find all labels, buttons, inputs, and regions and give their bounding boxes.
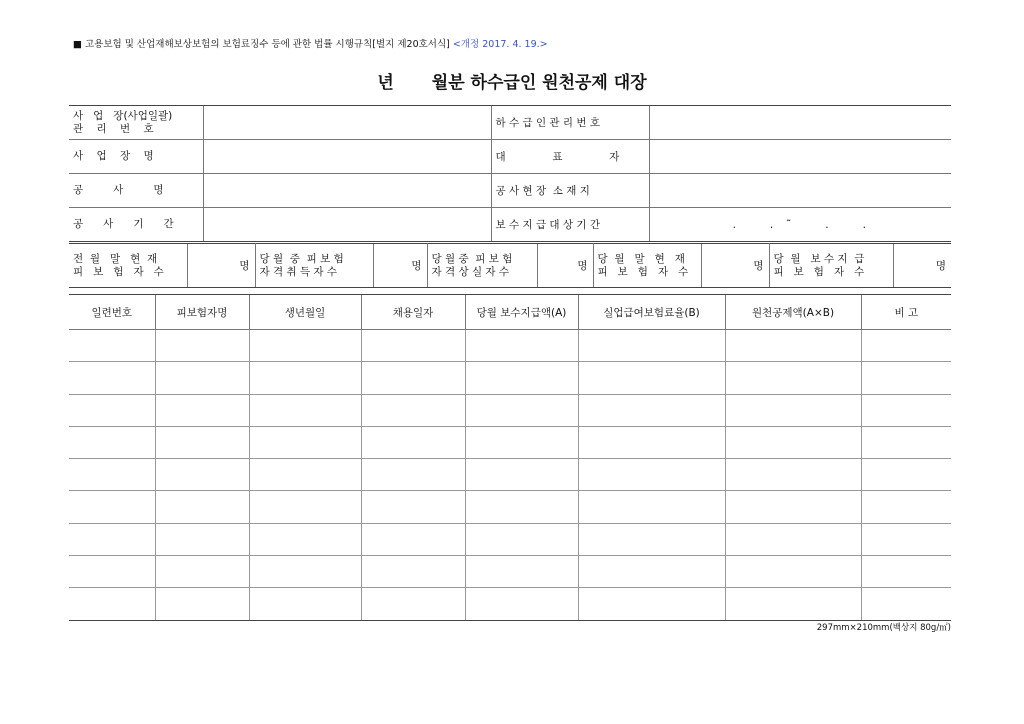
table-cell[interactable]: [361, 556, 465, 588]
site-location-field[interactable]: [649, 174, 951, 208]
acquired-insured-count[interactable]: 명: [373, 244, 427, 288]
table-cell[interactable]: [155, 362, 249, 394]
table-cell[interactable]: [725, 523, 861, 555]
table-cell[interactable]: [249, 588, 361, 620]
table-cell[interactable]: [155, 426, 249, 458]
table-cell[interactable]: [465, 523, 578, 555]
table-cell[interactable]: [69, 426, 155, 458]
table-cell[interactable]: [578, 362, 725, 394]
table-row: [69, 556, 951, 588]
table-row: [69, 459, 951, 491]
table-cell[interactable]: [465, 491, 578, 523]
table-cell[interactable]: [155, 491, 249, 523]
table-cell[interactable]: [578, 394, 725, 426]
construction-name-label: 공 사 명: [69, 174, 203, 208]
revision-date: <개정 2017. 4. 19.>: [452, 39, 548, 50]
table-cell[interactable]: [861, 362, 951, 394]
deduction-ledger-table: [69, 294, 951, 621]
month-end-insured-count[interactable]: 명: [701, 244, 769, 288]
table-row: [69, 394, 951, 426]
table-cell[interactable]: [361, 459, 465, 491]
table-cell[interactable]: [249, 394, 361, 426]
site-location-label: 공 사 현 장 소 재 지: [491, 174, 649, 208]
table-cell[interactable]: [725, 394, 861, 426]
col-monthly-wage: 당월 보수지급액(A): [465, 295, 578, 330]
table-cell[interactable]: [725, 556, 861, 588]
subcontractor-number-field[interactable]: [649, 106, 951, 140]
col-birth-date: 생년월일: [249, 295, 361, 330]
table-cell[interactable]: [69, 330, 155, 362]
construction-period-label: 공 사 기 간: [69, 208, 203, 242]
table-cell[interactable]: [578, 491, 725, 523]
table-cell[interactable]: [249, 556, 361, 588]
table-cell[interactable]: [249, 523, 361, 555]
table-cell[interactable]: [725, 330, 861, 362]
table-cell[interactable]: [861, 459, 951, 491]
table-row: [69, 362, 951, 394]
title-year: 년: [377, 73, 394, 93]
col-hire-date: 채용일자: [361, 295, 465, 330]
prev-month-insured-label: 전 월 말 현 재 피 보 험 자 수: [69, 244, 187, 288]
workplace-management-number-label: 사 업 장(사업일괄) 관 리 번 호: [69, 106, 203, 140]
info-row: [69, 106, 951, 140]
table-cell[interactable]: [861, 394, 951, 426]
table-cell[interactable]: [861, 330, 951, 362]
page-title: [0, 68, 1024, 93]
table-cell[interactable]: [578, 523, 725, 555]
table-cell[interactable]: [361, 426, 465, 458]
table-cell[interactable]: [465, 556, 578, 588]
col-serial-number: 일련번호: [69, 295, 155, 330]
table-cell[interactable]: [465, 394, 578, 426]
table-cell[interactable]: [361, 394, 465, 426]
table-header-row: [69, 295, 951, 330]
lost-insured-count[interactable]: 명: [537, 244, 593, 288]
table-cell[interactable]: [861, 426, 951, 458]
title-main: 월분 하수급인 원천공제 대장: [431, 73, 647, 93]
paper-spec: 297mm×210mm(백상지 80g/㎡): [816, 623, 951, 633]
table-cell[interactable]: [465, 459, 578, 491]
table-cell[interactable]: [578, 556, 725, 588]
table-cell[interactable]: [249, 426, 361, 458]
workplace-management-number-field[interactable]: [203, 106, 491, 140]
paid-insured-count[interactable]: 명: [893, 244, 951, 288]
subcontractor-number-label: 하 수 급 인 관 리 번 호: [491, 106, 649, 140]
table-cell[interactable]: [155, 330, 249, 362]
table-cell[interactable]: [725, 426, 861, 458]
paid-insured-label: 당 월 보 수 지 급 피 보 험 자 수: [769, 244, 893, 288]
table-cell[interactable]: [361, 588, 465, 620]
acquired-insured-label: 당 월 중 피 보 험 자 격 취 득 자 수: [255, 244, 373, 288]
table-cell[interactable]: [69, 523, 155, 555]
table-row: [69, 588, 951, 620]
lost-insured-label: 당 월 중 피 보 험 자 격 상 실 자 수: [427, 244, 537, 288]
prev-month-insured-count[interactable]: 명: [187, 244, 255, 288]
table-row: [69, 523, 951, 555]
table-cell[interactable]: [861, 491, 951, 523]
workplace-name-field[interactable]: [203, 140, 491, 174]
table-cell[interactable]: [725, 459, 861, 491]
table-cell[interactable]: [578, 588, 725, 620]
info-row: [69, 208, 951, 242]
table-cell[interactable]: [725, 362, 861, 394]
table-cell[interactable]: [155, 459, 249, 491]
table-row: [69, 491, 951, 523]
table-cell[interactable]: [69, 491, 155, 523]
construction-name-field[interactable]: [203, 174, 491, 208]
law-reference: ■ 고용보험 및 산업재해보상보험의 보험료징수 등에 관한 법률 시행규칙[별지 제20호서식]: [73, 39, 450, 50]
table-cell[interactable]: [465, 588, 578, 620]
table-cell[interactable]: [155, 523, 249, 555]
info-row: [69, 140, 951, 174]
payment-period-field[interactable]: . . ˜ . .: [649, 208, 951, 242]
form-header-note: [73, 36, 548, 50]
table-cell[interactable]: [578, 330, 725, 362]
table-cell[interactable]: [861, 523, 951, 555]
table-cell[interactable]: [725, 588, 861, 620]
table-cell[interactable]: [361, 523, 465, 555]
table-cell[interactable]: [465, 330, 578, 362]
info-row: [69, 174, 951, 208]
table-cell[interactable]: [361, 362, 465, 394]
table-cell[interactable]: [249, 459, 361, 491]
col-insured-name: 피보험자명: [155, 295, 249, 330]
month-end-insured-label: 당 월 말 현 재 피 보 험 자 수: [593, 244, 701, 288]
table-cell[interactable]: [578, 426, 725, 458]
table-cell[interactable]: [861, 588, 951, 620]
table-cell[interactable]: [465, 362, 578, 394]
headcount-table: [69, 243, 951, 288]
workplace-name-label: 사 업 장 명: [69, 140, 203, 174]
table-cell[interactable]: [69, 588, 155, 620]
table-cell[interactable]: [578, 459, 725, 491]
representative-field[interactable]: [649, 140, 951, 174]
info-table: [69, 105, 951, 242]
construction-period-field[interactable]: [203, 208, 491, 242]
payment-period-label: 보 수 지 급 대 상 기 간: [491, 208, 649, 242]
table-cell[interactable]: [69, 556, 155, 588]
table-cell[interactable]: [249, 330, 361, 362]
table-cell[interactable]: [155, 556, 249, 588]
table-cell[interactable]: [725, 491, 861, 523]
table-cell[interactable]: [155, 588, 249, 620]
representative-label: 대 표 자: [491, 140, 649, 174]
table-row: [69, 426, 951, 458]
table-cell[interactable]: [249, 362, 361, 394]
table-cell[interactable]: [465, 426, 578, 458]
table-cell[interactable]: [361, 330, 465, 362]
table-cell[interactable]: [69, 394, 155, 426]
table-cell[interactable]: [249, 491, 361, 523]
table-cell[interactable]: [69, 362, 155, 394]
table-cell[interactable]: [69, 459, 155, 491]
col-withholding-amount: 원천공제액(A×B): [725, 295, 861, 330]
col-premium-rate: 실업급여보험료율(B): [578, 295, 725, 330]
table-row: [69, 330, 951, 362]
table-cell[interactable]: [861, 556, 951, 588]
col-remarks: 비 고: [861, 295, 951, 330]
table-cell[interactable]: [361, 491, 465, 523]
table-cell[interactable]: [155, 394, 249, 426]
